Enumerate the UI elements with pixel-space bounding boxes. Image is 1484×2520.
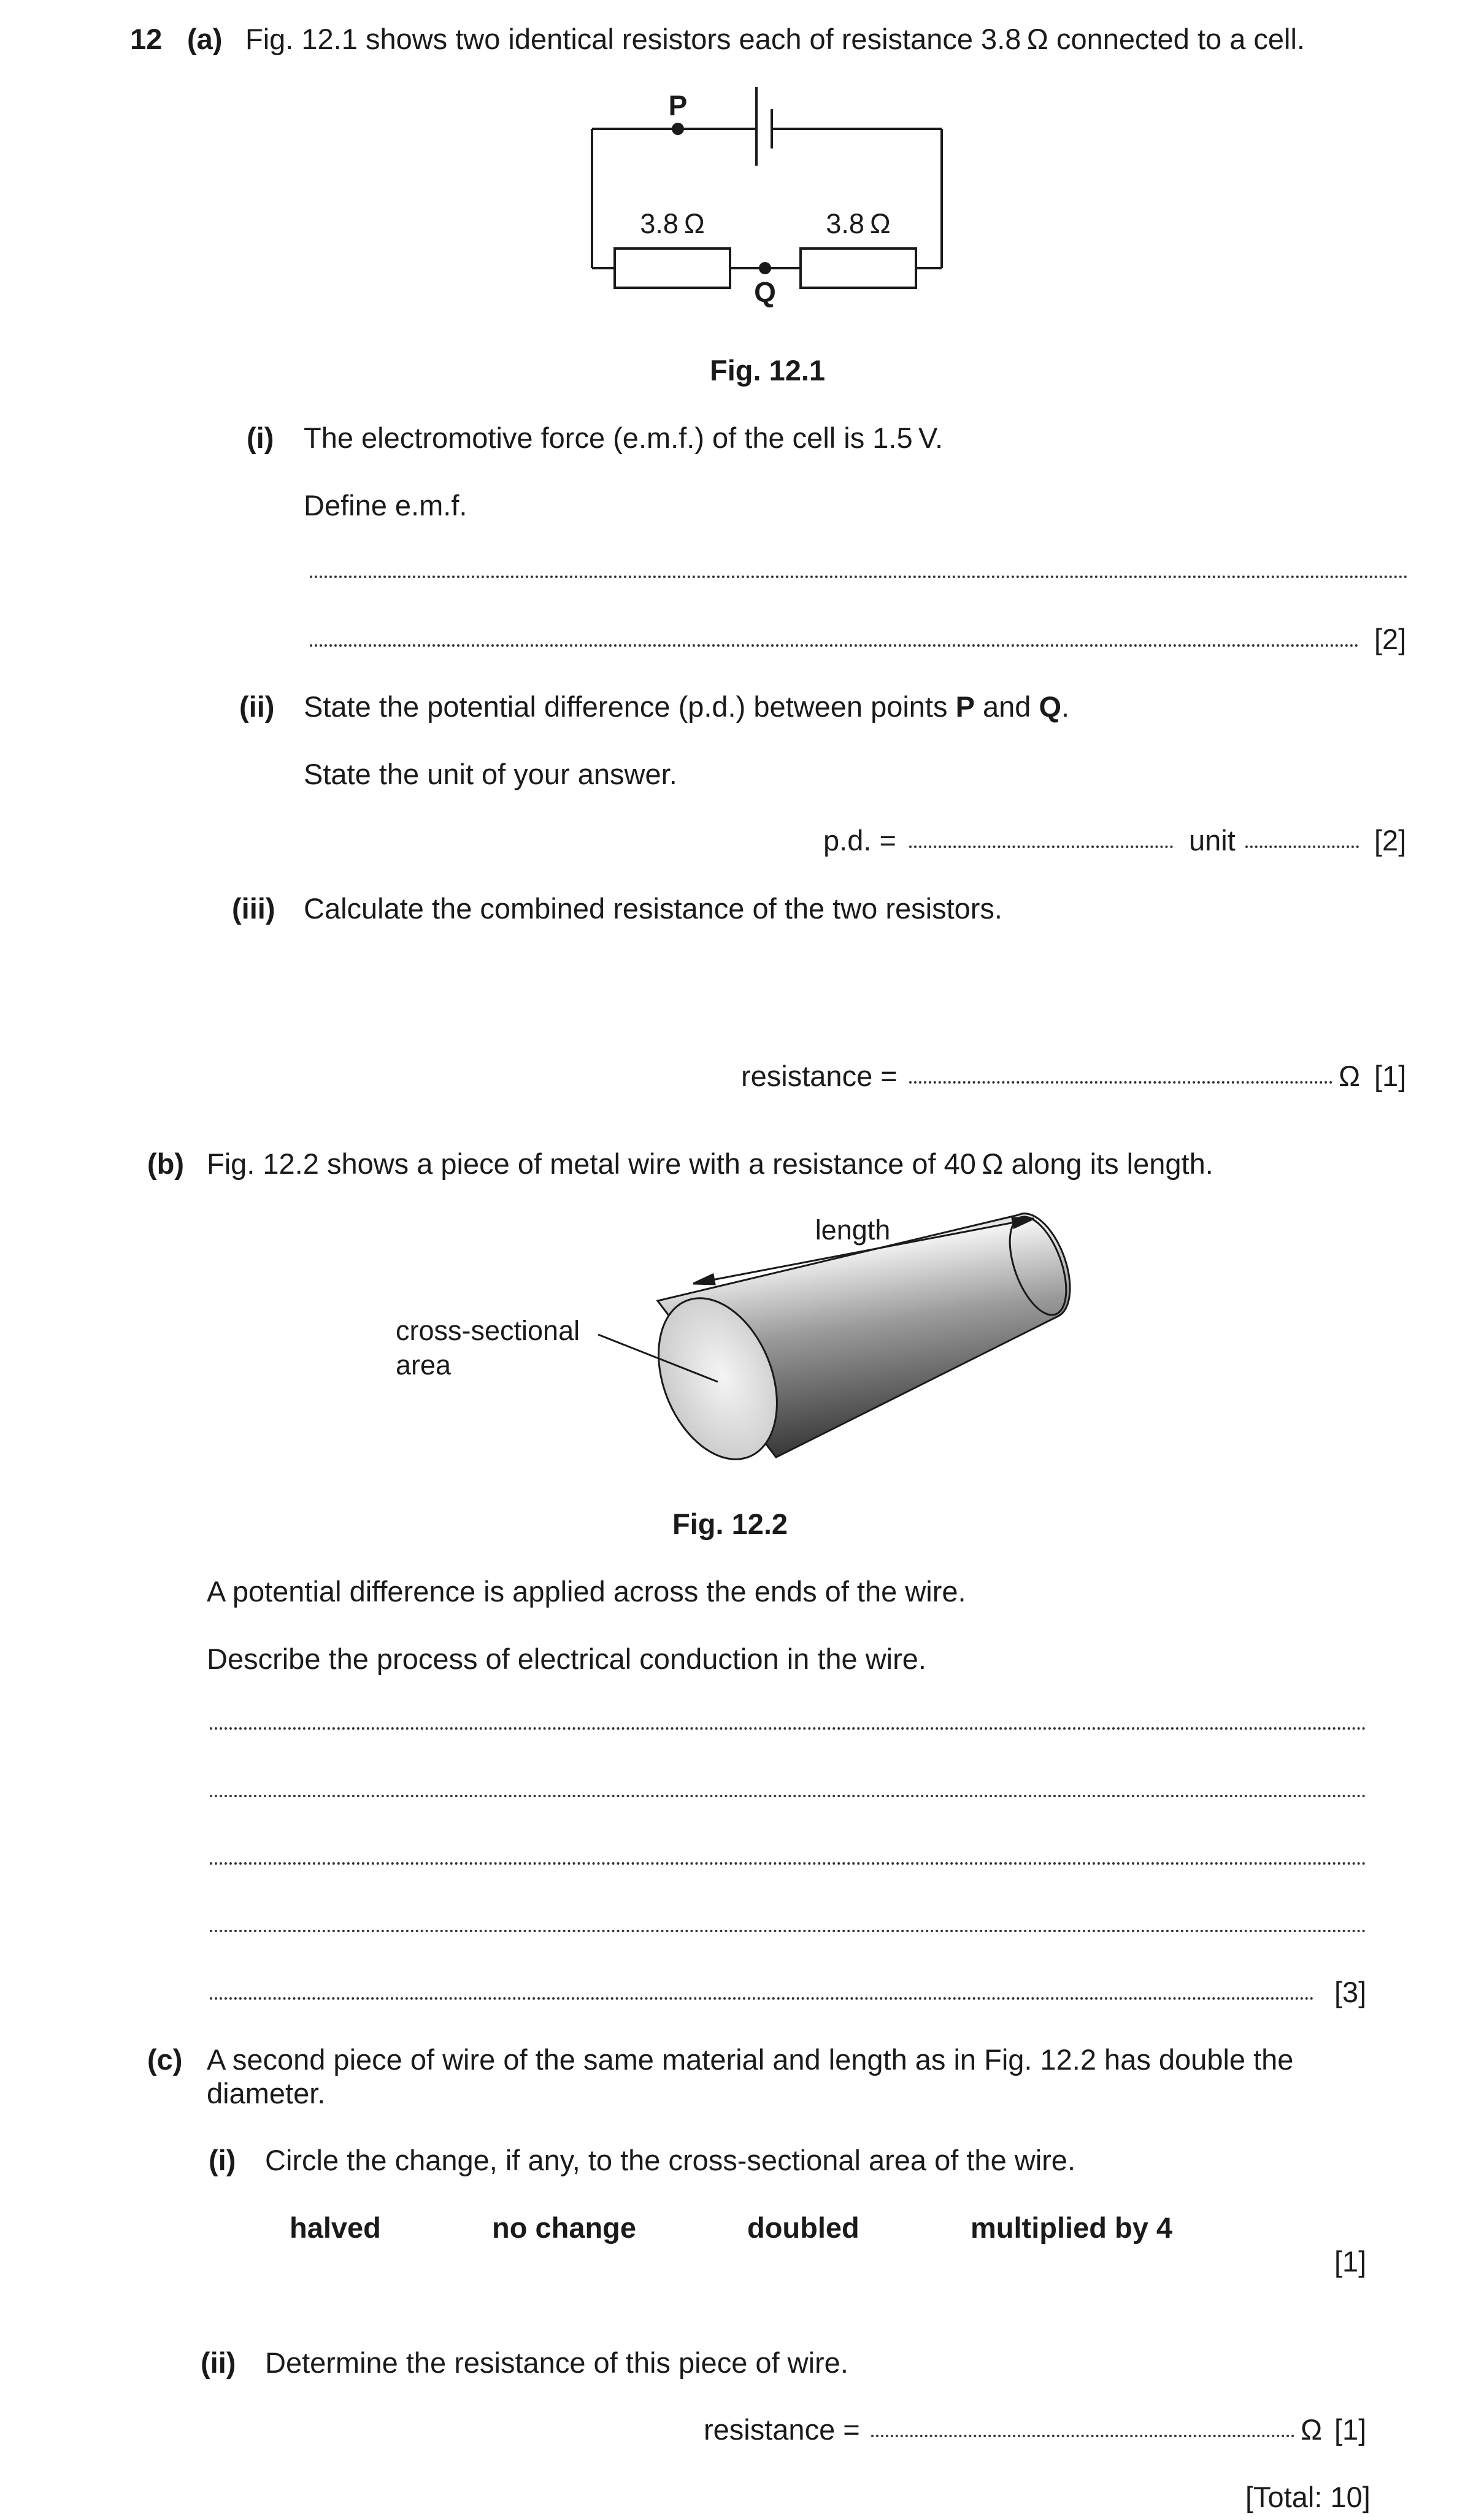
- point-p-label: P: [668, 90, 688, 121]
- part-a-label: (a): [187, 23, 223, 55]
- unit-answer-label: unit: [1189, 824, 1236, 857]
- option-doubled[interactable]: doubled: [747, 2211, 859, 2244]
- pd-answer-line[interactable]: [909, 846, 1173, 848]
- fig-12-2-caption: Fig. 12.2: [672, 1508, 788, 1540]
- answer-line[interactable]: [210, 1795, 1366, 1797]
- point-q-dot: [759, 262, 771, 274]
- resistor-right-label: 3.8 Ω: [826, 208, 891, 239]
- answer-line[interactable]: [210, 1727, 1366, 1730]
- part-c-ii-marks: [1]: [1334, 2413, 1367, 2446]
- answer-line[interactable]: [310, 576, 1408, 578]
- part-a-i-label: (i): [247, 422, 274, 454]
- part-a-ii-marks: [2]: [1374, 824, 1407, 857]
- part-c-intro-line1: A second piece of wire of the same material and length as in Fig. 12.2 has double the: [207, 2043, 1294, 2076]
- wire-diagram: [380, 1203, 1104, 1460]
- answer-line[interactable]: [210, 1862, 1366, 1865]
- resistance-c-answer-line[interactable]: [871, 2435, 1294, 2437]
- ohm-unit: Ω: [1339, 1060, 1361, 1092]
- part-a-iii-text: Calculate the combined resistance of the two resistors.: [304, 892, 1002, 925]
- part-a-i-text: The electromotive force (e.m.f.) of the cell is 1.5 V.: [304, 422, 944, 454]
- part-b-intro: Fig. 12.2 shows a piece of metal wire with a resistance of 40 Ω along its length.: [207, 1147, 1213, 1180]
- point-p-dot: [672, 123, 684, 135]
- resistance-c-answer-label: resistance =: [704, 2413, 860, 2446]
- question-number: 12: [130, 23, 163, 55]
- part-b-text2: Describe the process of electrical conduction in the wire.: [207, 1643, 926, 1675]
- answer-line[interactable]: [210, 1997, 1314, 2000]
- part-c-label: (c): [147, 2043, 183, 2076]
- part-a-i-marks: [2]: [1374, 623, 1407, 655]
- length-label: length: [815, 1214, 891, 1246]
- option-halved[interactable]: halved: [290, 2211, 381, 2244]
- resistor-right: [801, 249, 916, 288]
- option-multiplied-by-4[interactable]: multiplied by 4: [971, 2211, 1173, 2244]
- part-a-intro: Fig. 12.1 shows two identical resistors each of resistance 3.8 Ω connected to a cell.: [245, 23, 1305, 55]
- part-a-iii-marks: [1]: [1374, 1060, 1407, 1092]
- part-a-ii-question: State the potential difference (p.d.) between points P and Q.: [304, 690, 1070, 723]
- part-c-ii-label: (ii): [201, 2346, 236, 2379]
- area-label-line1: cross-sectional: [396, 1315, 580, 1346]
- unit-answer-line[interactable]: [1245, 846, 1359, 848]
- total-marks: [Total: 10]: [1245, 2481, 1371, 2513]
- resistor-left: [615, 249, 730, 288]
- answer-line[interactable]: [310, 644, 1359, 647]
- part-c-i-text: Circle the change, if any, to the cross-sectional area of the wire.: [265, 2144, 1076, 2176]
- answer-line[interactable]: [210, 1930, 1366, 1932]
- resistance-answer-label: resistance =: [741, 1060, 898, 1092]
- part-c-i-marks: [1]: [1334, 2245, 1367, 2278]
- part-c-intro-line2: diameter.: [207, 2077, 326, 2110]
- fig-12-1-caption: Fig. 12.1: [710, 354, 826, 387]
- part-a-iii-label: (iii): [232, 892, 275, 925]
- part-c-i-label: (i): [209, 2144, 236, 2176]
- ohm-unit: Ω: [1301, 2413, 1323, 2446]
- part-a-ii-prompt: State the unit of your answer.: [304, 758, 677, 790]
- circuit-diagram: [577, 80, 963, 313]
- part-a-ii-label: (ii): [239, 690, 275, 723]
- area-label-line2: area: [396, 1349, 452, 1381]
- point-q-label: Q: [754, 276, 776, 308]
- part-b-text1: A potential difference is applied across the ends of the wire.: [207, 1575, 966, 1608]
- resistance-answer-line[interactable]: [909, 1081, 1332, 1084]
- part-c-ii-text: Determine the resistance of this piece of wire.: [265, 2346, 848, 2379]
- option-no-change[interactable]: no change: [492, 2211, 637, 2244]
- part-b-marks: [3]: [1334, 1976, 1367, 2008]
- pd-answer-label: p.d. =: [823, 824, 896, 857]
- resistor-left-label: 3.8 Ω: [640, 208, 705, 239]
- part-b-label: (b): [147, 1147, 185, 1180]
- part-a-i-prompt: Define e.m.f.: [304, 489, 467, 522]
